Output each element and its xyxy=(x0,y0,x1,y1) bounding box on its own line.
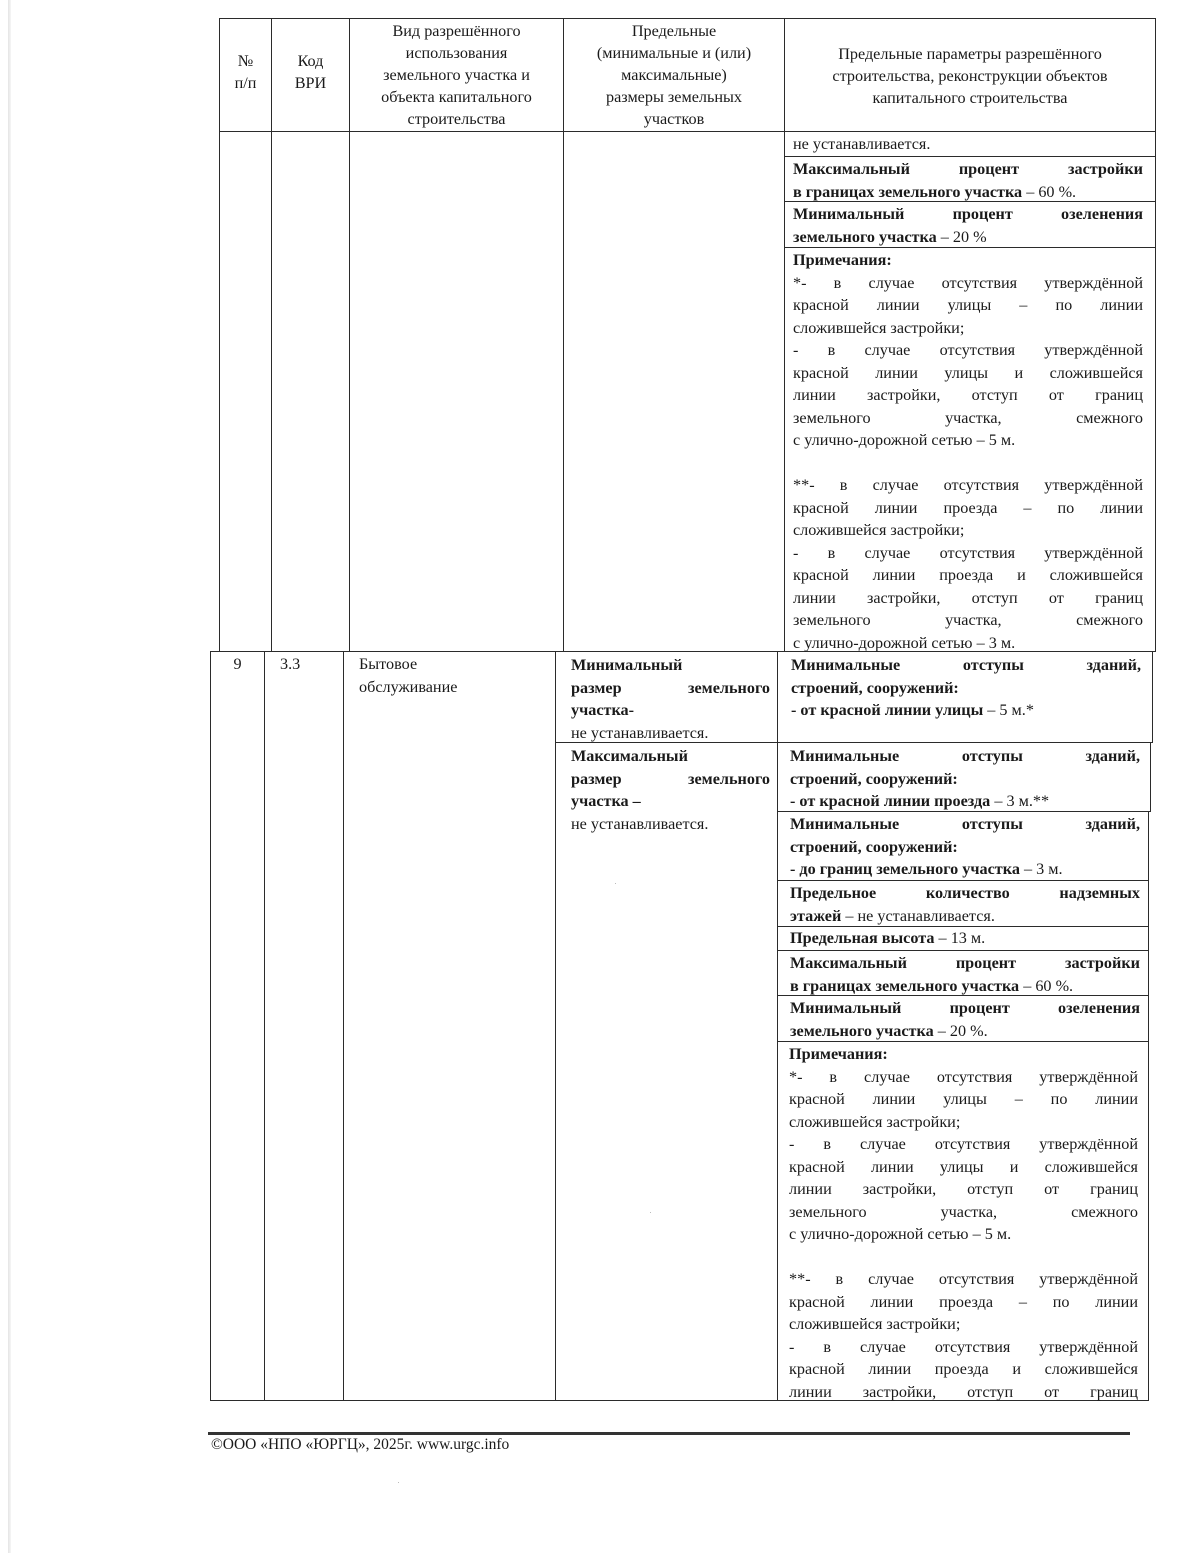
header-use-label: Вид разрешённого использования земельного участка и объекта капитального строительства xyxy=(381,22,532,128)
note-line: - в случае отсутствия утверждённой xyxy=(789,1337,1138,1356)
prev-cell-size xyxy=(563,131,785,652)
scan-speck xyxy=(398,1482,399,1483)
header-size-label: Предельные (минимальные и (или) максимальные) размеры земельных участков xyxy=(596,22,752,128)
note-line: земельного участка, смежного xyxy=(793,611,1143,629)
note-line: *- в случае отсутствия утверждённой xyxy=(789,1067,1138,1086)
note-line: с улично-дорожной сетью – 5 м. xyxy=(793,431,1016,449)
note-spacer xyxy=(793,452,1143,475)
note-line: линии застройки, отступ от границ xyxy=(789,1382,1138,1401)
note-line: сложившейся застройки; xyxy=(793,521,965,539)
scan-speck xyxy=(650,1212,651,1213)
row9-cell-code xyxy=(264,651,344,1401)
prev-cell-use xyxy=(349,131,564,652)
row9-cell-no xyxy=(210,651,265,1401)
note-line: *- в случае отсутствия утверждённой xyxy=(793,273,1143,292)
note-line: линии застройки, отступ от границ xyxy=(793,588,1143,607)
note-line: красной линии проезда – по линии xyxy=(789,1292,1138,1311)
row9-code-text: 3.3 xyxy=(280,655,301,673)
note-line: с улично-дорожной сетью – 3 м. xyxy=(793,633,1016,652)
prev-green-pct-text: Минимальный процент озеленения земельного участка – 20 % xyxy=(793,205,1143,246)
prev-notes-text xyxy=(793,249,1143,654)
prev-cell-no xyxy=(219,131,272,652)
note-line: - в случае отсутствия утверждённой xyxy=(789,1135,1138,1153)
row9-setback-border-text: Минимальные отступы зданий, строений, сооружений: - до границ земельного участка – 3 м. xyxy=(790,815,1140,878)
note-line: земельного участка, смежного xyxy=(793,408,1143,427)
row9-setback-drive-text: Минимальные отступы зданий, строений, сооружений: - от красной линии проезда – 3 м.** xyxy=(790,747,1140,810)
row9-cell-max-size xyxy=(555,742,778,1401)
note-line: сложившейся застройки; xyxy=(793,318,965,337)
note-line: с улично-дорожной сетью – 5 м. xyxy=(789,1225,1012,1243)
note-line: красной линии улицы – по линии xyxy=(793,296,1143,314)
row9-use-text: Бытовое обслуживание xyxy=(359,655,458,696)
row9-height-text: Предельная высота – 13 м. xyxy=(790,929,986,947)
prev-cont-text: не устанавливается. xyxy=(793,135,931,153)
row9-build-pct-text: Максимальный процент застройки в границах земельного участка – 60 %. xyxy=(790,954,1140,995)
note-line: **- в случае отсутствия утверждённой xyxy=(789,1270,1138,1288)
note-line: красной линии улицы и сложившейся xyxy=(789,1157,1138,1176)
note-line: сложившейся застройки; xyxy=(789,1112,961,1131)
note-line: линии застройки, отступ от границ xyxy=(789,1180,1138,1198)
row9-max-size-text: Максимальный размер земельного участка – не устанавливается. xyxy=(571,747,770,833)
note-line: сложившейся застройки; xyxy=(789,1315,961,1333)
row9-notes-text xyxy=(789,1043,1138,1403)
row9-min-size-text: Минимальный размер земельного участка- не устанавливается. xyxy=(571,656,770,742)
scan-edge xyxy=(8,0,11,1553)
prev-cell-code xyxy=(271,131,350,652)
note-line: красной линии улицы – по линии xyxy=(789,1090,1138,1108)
note-line: красной линии проезда – по линии xyxy=(793,498,1143,517)
note-line: красной линии улицы и сложившейся xyxy=(793,363,1143,382)
note-line: земельного участка, смежного xyxy=(789,1202,1138,1221)
note-line: - в случае отсутствия утверждённой xyxy=(793,543,1143,562)
row9-green-pct-text: Минимальный процент озеленения земельного участка – 20 %. xyxy=(790,999,1140,1040)
note-line: **- в случае отсутствия утверждённой xyxy=(793,476,1143,494)
note-line: - в случае отсутствия утверждённой xyxy=(793,341,1143,359)
header-no-label: № п/п xyxy=(234,52,257,92)
notes-title: Примечания: xyxy=(793,251,892,269)
header-params-label: Предельные параметры разрешённого строительства, реконструкции объектов капитального строительства xyxy=(832,45,1108,107)
notes-title: Примечания: xyxy=(789,1045,888,1063)
row9-floors-text: Предельное количество надземных этажей – не устанавливается. xyxy=(790,884,1140,925)
row9-setback-street-text: Минимальные отступы зданий, строений, сооружений: - от красной линии улицы – 5 м.* xyxy=(791,656,1141,719)
row9-cell-use xyxy=(343,651,556,1401)
row9-no-text: 9 xyxy=(233,655,242,673)
scan-speck xyxy=(615,883,616,884)
note-spacer xyxy=(789,1246,1138,1269)
note-line: линии застройки, отступ от границ xyxy=(793,386,1143,404)
note-line: красной линии проезда и сложившейся xyxy=(789,1360,1138,1378)
header-code-label: Код ВРИ xyxy=(294,52,327,92)
footer-divider xyxy=(208,1432,1130,1435)
note-line: красной линии проезда и сложившейся xyxy=(793,566,1143,584)
footer-copyright: ©ООО «НПО «ЮРГЦ», 2025г. www.urgc.info xyxy=(211,1436,510,1453)
prev-build-pct-text: Максимальный процент застройки в границах земельного участка – 60 %. xyxy=(793,160,1143,201)
